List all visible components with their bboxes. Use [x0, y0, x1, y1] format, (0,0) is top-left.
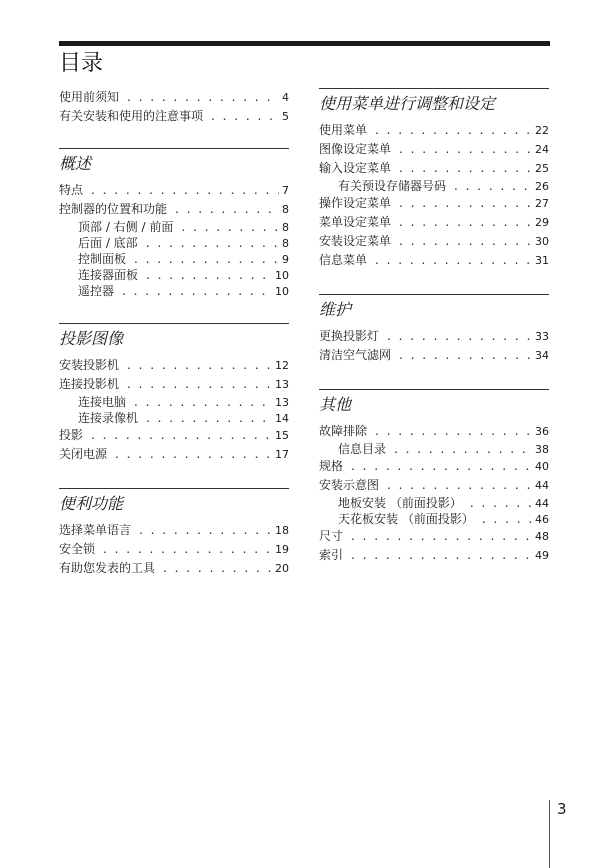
- toc-entry-label: 菜单设定菜单: [319, 215, 392, 229]
- toc-subentry[interactable]: [59, 219, 289, 235]
- leader-dots: [399, 159, 532, 178]
- section-rule: [319, 389, 549, 390]
- section-entries: [59, 356, 289, 464]
- toc-entry[interactable]: [319, 346, 549, 365]
- toc-entry[interactable]: [59, 559, 289, 578]
- toc-entry-label: 控制器的位置和功能: [59, 202, 168, 216]
- section-projection: [59, 323, 289, 464]
- toc-entry-label: 使用菜单: [319, 123, 368, 137]
- section-entries: [319, 121, 549, 270]
- toc-entry[interactable]: [319, 457, 549, 476]
- section-overview: [59, 148, 289, 299]
- leader-dots: [482, 511, 532, 527]
- leader-dots: [375, 251, 532, 270]
- section-title: 概述: [59, 154, 92, 173]
- toc-entry-page: 44: [535, 479, 549, 492]
- section-other: [319, 389, 549, 565]
- leader-dots: [375, 422, 532, 441]
- toc-entry[interactable]: [59, 426, 289, 445]
- section-title: 便利功能: [59, 494, 124, 513]
- toc-entry[interactable]: [319, 159, 549, 178]
- toc-entry-label: 连接电脑: [78, 395, 127, 409]
- leader-dots: [103, 540, 272, 559]
- section-convenience: [59, 488, 289, 578]
- toc-entry[interactable]: [319, 232, 549, 251]
- toc-subentry[interactable]: [59, 235, 289, 251]
- toc-entry-label: 顶部 / 右侧 / 前面: [78, 220, 174, 234]
- toc-entry-label: 索引: [319, 548, 344, 562]
- toc-subentry[interactable]: [319, 495, 549, 511]
- leader-dots: [175, 200, 279, 219]
- toc-entry-label: 尺寸: [319, 529, 344, 543]
- section-title: 其他: [319, 395, 352, 414]
- toc-entry-label: 规格: [319, 459, 344, 473]
- toc-entry-page: 30: [535, 235, 549, 248]
- toc-entry[interactable]: [319, 251, 549, 270]
- toc-intro-list: [59, 88, 289, 126]
- toc-subentry[interactable]: [319, 441, 549, 457]
- toc-entry-page: 34: [535, 349, 549, 362]
- section-maintenance: [319, 294, 549, 365]
- toc-entry-page: 46: [535, 513, 549, 526]
- leader-dots: [351, 546, 532, 565]
- toc-entry-label: 连接器面板: [78, 268, 139, 282]
- toc-entry[interactable]: [319, 527, 549, 546]
- toc-entry[interactable]: [59, 88, 289, 107]
- toc-subentry[interactable]: [319, 178, 549, 194]
- toc-entry-page: 22: [535, 124, 549, 137]
- toc-left-column: [59, 88, 289, 578]
- toc-subentry[interactable]: [59, 283, 289, 299]
- toc-entry[interactable]: [319, 422, 549, 441]
- toc-subentry[interactable]: [319, 511, 549, 527]
- toc-entry-label: 图像设定菜单: [319, 142, 392, 156]
- toc-entry-label: 关闭电源: [59, 447, 108, 461]
- toc-entry-page: 13: [275, 378, 289, 391]
- leader-dots: [146, 235, 279, 251]
- leader-dots: [211, 107, 279, 126]
- toc-entry[interactable]: [59, 540, 289, 559]
- leader-dots: [181, 219, 279, 235]
- toc-entry-page: 9: [282, 253, 289, 266]
- toc-entry-label: 更换投影灯: [319, 329, 380, 343]
- toc-entry-page: 8: [282, 203, 289, 216]
- toc-entry[interactable]: [319, 213, 549, 232]
- leader-dots: [146, 410, 272, 426]
- toc-entry-label: 安装示意图: [319, 478, 380, 492]
- toc-entry-page: 19: [275, 543, 289, 556]
- toc-entry-label: 安全锁: [59, 542, 96, 556]
- leader-dots: [399, 232, 532, 251]
- toc-entry-label: 特点: [59, 183, 84, 197]
- toc-entry-page: 13: [275, 396, 289, 409]
- section-rule: [59, 323, 289, 324]
- leader-dots: [91, 181, 279, 200]
- leader-dots: [454, 178, 532, 194]
- leader-dots: [399, 140, 532, 159]
- toc-subentry[interactable]: [59, 267, 289, 283]
- leader-dots: [399, 194, 532, 213]
- toc-entry-page: 4: [282, 91, 289, 104]
- toc-entry[interactable]: [319, 327, 549, 346]
- toc-entry-page: 31: [535, 254, 549, 267]
- toc-entry-label: 遥控器: [78, 284, 115, 298]
- leader-dots: [91, 426, 272, 445]
- toc-entry-page: 5: [282, 110, 289, 123]
- page-number: 3: [557, 800, 567, 818]
- toc-entry-page: 38: [535, 443, 549, 456]
- toc-entry-label: 清洁空气滤网: [319, 348, 392, 362]
- section-rule: [59, 148, 289, 149]
- toc-entry[interactable]: [319, 121, 549, 140]
- toc-entry-page: 8: [282, 221, 289, 234]
- leader-dots: [146, 267, 272, 283]
- toc-entry-page: 12: [275, 359, 289, 372]
- leader-dots: [134, 394, 272, 410]
- toc-entry[interactable]: [59, 181, 289, 200]
- section-menus: [319, 88, 549, 270]
- leader-dots: [139, 521, 272, 540]
- toc-entry-label: 安装投影机: [59, 358, 120, 372]
- toc-entry[interactable]: [319, 476, 549, 495]
- leader-dots: [399, 213, 532, 232]
- leader-dots: [387, 327, 532, 346]
- toc-entry-label: 输入设定菜单: [319, 161, 392, 175]
- leader-dots: [399, 346, 532, 365]
- leader-dots: [470, 495, 532, 511]
- toc-entry-page: 29: [535, 216, 549, 229]
- section-title: 维护: [319, 300, 352, 319]
- toc-entry-page: 40: [535, 460, 549, 473]
- leader-dots: [375, 121, 532, 140]
- header-rule: [59, 41, 550, 46]
- toc-entry-label: 选择菜单语言: [59, 523, 132, 537]
- toc-subentry[interactable]: [59, 394, 289, 410]
- toc-entry-page: 20: [275, 562, 289, 575]
- toc-entry-label: 操作设定菜单: [319, 196, 392, 210]
- toc-entry-label: 后面 / 底部: [78, 236, 138, 250]
- leader-dots: [127, 375, 272, 394]
- toc-entry-label: 有关安装和使用的注意事项: [59, 109, 204, 123]
- leader-dots: [351, 457, 532, 476]
- toc-right-column: [319, 88, 549, 565]
- section-entries: [319, 327, 549, 365]
- toc-entry-label: 有助您发表的工具: [59, 561, 156, 575]
- toc-entry-label: 控制面板: [78, 252, 127, 266]
- toc-subentry[interactable]: [59, 251, 289, 267]
- toc-entry-page: 49: [535, 549, 549, 562]
- page-title: 目录: [59, 51, 104, 76]
- toc-entry[interactable]: [319, 194, 549, 213]
- toc-entry-page: 27: [535, 197, 549, 210]
- toc-entry-label: 连接录像机: [78, 411, 139, 425]
- toc-entry[interactable]: [59, 521, 289, 540]
- toc-entry-page: 24: [535, 143, 549, 156]
- section-entries: [59, 181, 289, 299]
- toc-entry-label: 安装设定菜单: [319, 234, 392, 248]
- section-rule: [319, 294, 549, 295]
- toc-entry-label: 有关预设存储器号码: [338, 179, 447, 193]
- leader-dots: [115, 445, 272, 464]
- leader-dots: [134, 251, 279, 267]
- toc-entry-label: 使用前须知: [59, 90, 120, 104]
- leader-dots: [387, 476, 532, 495]
- toc-entry[interactable]: [59, 200, 289, 219]
- section-rule: [319, 88, 549, 89]
- toc-subentry[interactable]: [59, 410, 289, 426]
- toc-entry-label: 信息目录: [338, 442, 387, 456]
- toc-entry[interactable]: [319, 140, 549, 159]
- toc-entry-label: 地板安装 （前面投影）: [338, 496, 462, 510]
- leader-dots: [127, 88, 279, 107]
- page-number-rule: [549, 800, 550, 868]
- section-entries: [59, 521, 289, 578]
- toc-entry-label: 信息菜单: [319, 253, 368, 267]
- section-title: 使用菜单进行调整和设定: [319, 94, 496, 113]
- toc-entry-page: 18: [275, 524, 289, 537]
- section-rule: [59, 488, 289, 489]
- section-title: 投影图像: [59, 329, 124, 348]
- toc-entry-page: 17: [275, 448, 289, 461]
- toc-entry-label: 连接投影机: [59, 377, 120, 391]
- toc-entry-page: 25: [535, 162, 549, 175]
- toc-entry-page: 10: [275, 285, 289, 298]
- toc-entry[interactable]: [59, 356, 289, 375]
- toc-entry-page: 48: [535, 530, 549, 543]
- toc-entry-label: 故障排除: [319, 424, 368, 438]
- leader-dots: [394, 441, 532, 457]
- leader-dots: [163, 559, 272, 578]
- toc-entry-page: 8: [282, 237, 289, 250]
- toc-entry[interactable]: [319, 546, 549, 565]
- toc-entry-page: 33: [535, 330, 549, 343]
- toc-entry-page: 36: [535, 425, 549, 438]
- toc-entry-page: 15: [275, 429, 289, 442]
- toc-entry-label: 投影: [59, 428, 84, 442]
- toc-entry[interactable]: [59, 375, 289, 394]
- toc-entry-page: 14: [275, 412, 289, 425]
- leader-dots: [122, 283, 272, 299]
- leader-dots: [351, 527, 532, 546]
- toc-entry-page: 44: [535, 497, 549, 510]
- toc-entry-page: 26: [535, 180, 549, 193]
- toc-entry-label: 天花板安装 （前面投影）: [338, 512, 474, 526]
- toc-entry[interactable]: [59, 107, 289, 126]
- section-entries: [319, 422, 549, 565]
- toc-entry[interactable]: [59, 445, 289, 464]
- toc-entry-page: 10: [275, 269, 289, 282]
- leader-dots: [127, 356, 272, 375]
- toc-entry-page: 7: [282, 184, 289, 197]
